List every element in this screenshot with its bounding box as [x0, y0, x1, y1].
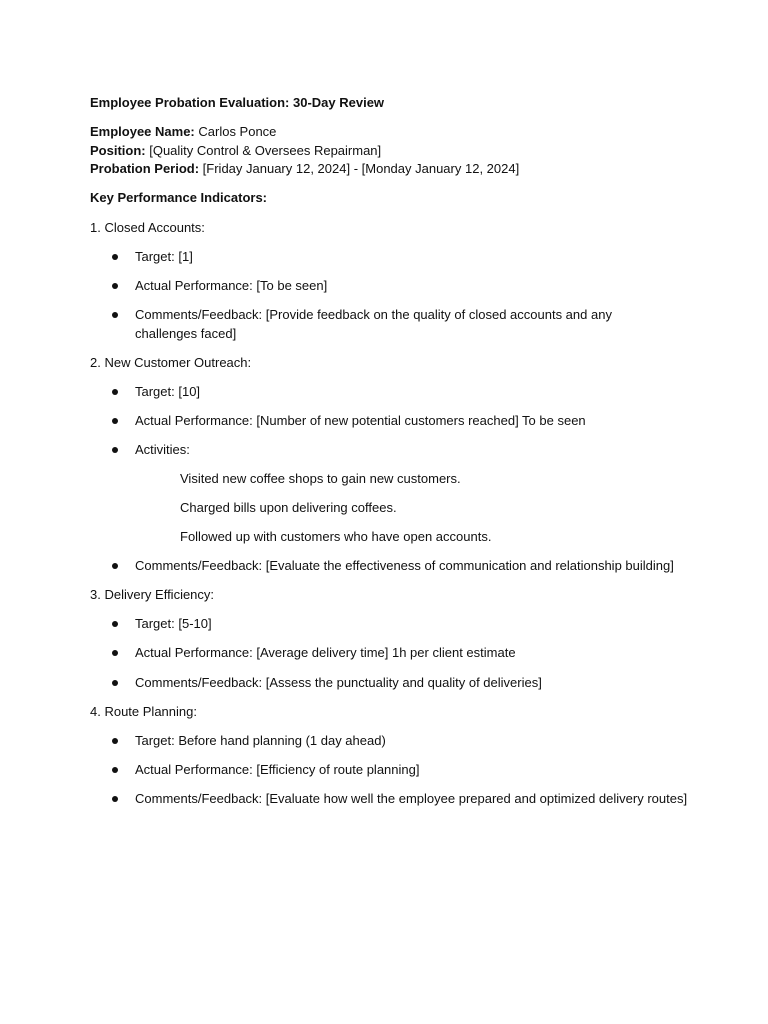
employee-name-label: Employee Name:: [90, 124, 195, 139]
list-item: Target: [1]: [135, 249, 193, 264]
employee-name-line: [90, 122, 276, 141]
position-line: [90, 141, 381, 160]
list-item: Actual Performance: [Average delivery time] 1h per client estimate: [135, 645, 516, 660]
bullet-marker: [112, 418, 118, 424]
activity-item: Followed up with customers who have open accounts.: [180, 529, 492, 544]
probation-period-line: [90, 159, 519, 178]
probation-period-label: Probation Period:: [90, 161, 200, 176]
list-item: Actual Performance: [Efficiency of route planning]: [135, 762, 420, 777]
section-heading-route-planning: 4. Route Planning:: [90, 704, 197, 719]
list-item: Target: [10]: [135, 384, 201, 399]
position-label: Position:: [90, 143, 146, 158]
list-item: Comments/Feedback: [Evaluate how well the employee prepared and optimized delivery routes]: [135, 791, 688, 806]
list-item: Activities:: [135, 442, 190, 457]
bullet-marker: [112, 621, 118, 627]
position-value: [Quality Control & Oversees Repairman]: [145, 143, 382, 158]
bullet-marker: [112, 283, 118, 289]
employee-name-value: Carlos Ponce: [194, 124, 277, 139]
probation-period-value: [Friday January 12, 2024] - [Monday January 12, 2024]: [199, 161, 520, 176]
list-item: Comments/Feedback: [Provide feedback on the quality of closed accounts and any challenges faced]: [135, 307, 612, 341]
bullet-marker: [112, 563, 118, 569]
list-item: Target: Before hand planning (1 day ahead): [135, 733, 386, 748]
bullet-marker: [112, 389, 118, 395]
list-item: Comments/Feedback: [Evaluate the effectiveness of communication and relationship building]: [135, 558, 674, 573]
bullet-marker: [112, 447, 118, 453]
section-heading-delivery-efficiency: 3. Delivery Efficiency:: [90, 587, 215, 602]
list-item: Comments/Feedback: [Assess the punctuality and quality of deliveries]: [135, 675, 542, 690]
activity-item: Charged bills upon delivering coffees.: [180, 500, 397, 515]
bullet-marker: [112, 254, 118, 260]
list-item: Actual Performance: [Number of new potential customers reached] To be seen: [135, 413, 586, 428]
activity-item: Visited new coffee shops to gain new customers.: [180, 471, 461, 486]
section-heading-new-customer-outreach: 2. New Customer Outreach:: [90, 355, 252, 370]
document-title: Employee Probation Evaluation: 30-Day Review: [90, 95, 385, 110]
bullet-marker: [112, 312, 118, 318]
bullet-marker: [112, 767, 118, 773]
list-item: Actual Performance: [To be seen]: [135, 278, 328, 293]
bullet-marker: [112, 738, 118, 744]
bullet-marker: [112, 680, 118, 686]
bullet-marker: [112, 796, 118, 802]
bullet-marker: [112, 650, 118, 656]
list-item: Target: [5-10]: [135, 616, 212, 631]
kpi-heading: Key Performance Indicators:: [90, 190, 268, 205]
section-heading-closed-accounts: 1. Closed Accounts:: [90, 220, 205, 235]
